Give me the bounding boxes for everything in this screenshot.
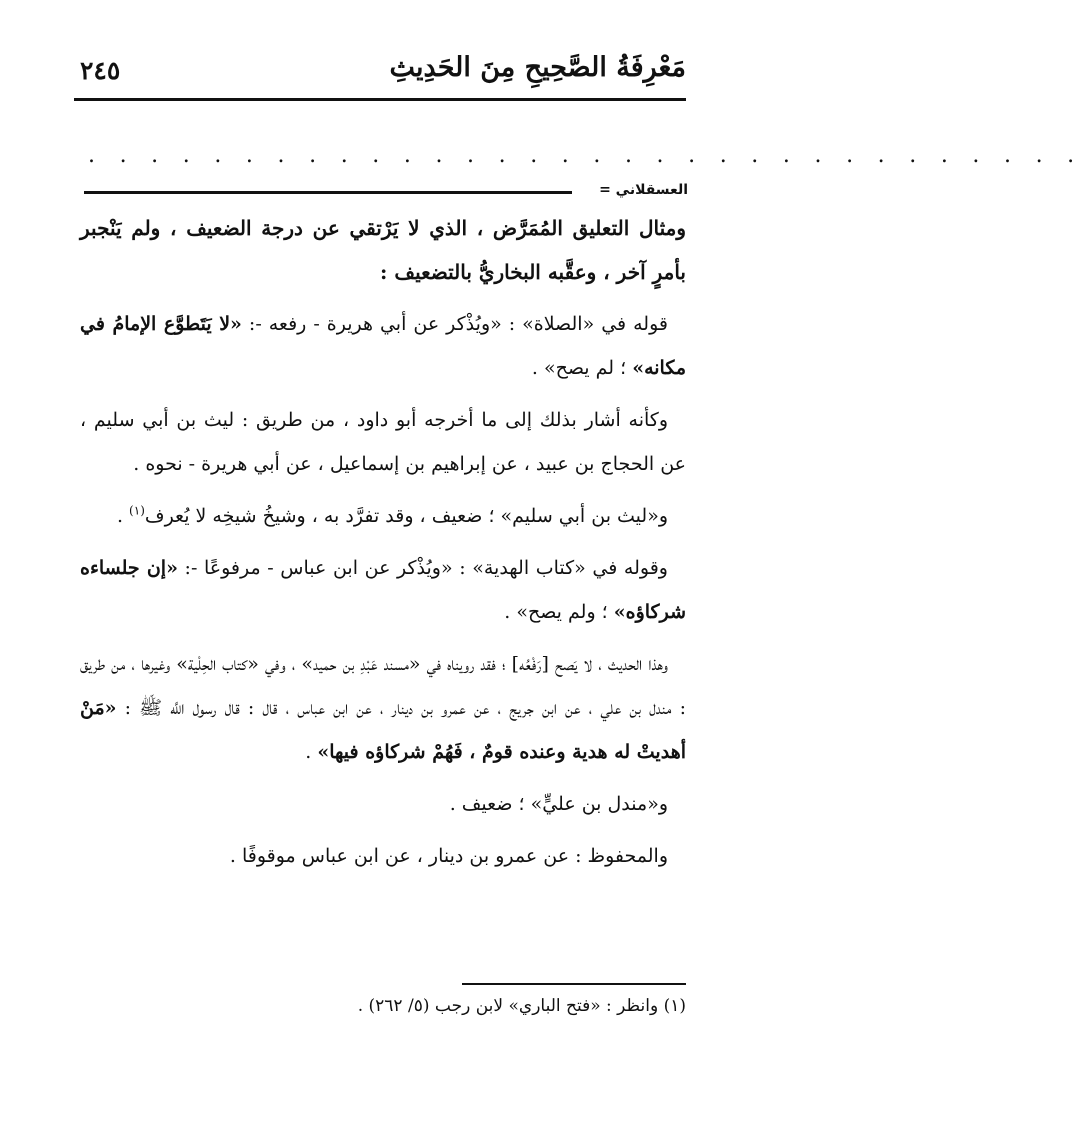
paragraph-3: وكأنه أشار بذلك إلى ما أخرجه أبو داود ، من طريق : ليث بن أبي سليم ، عن الحجاج بن عبيد ، عن إبراهيم بن إسماعيل ، عن أبي هريرة - نحوه . — [80, 409, 686, 475]
body-text — [80, 206, 686, 886]
paragraph-8: والمحفوظ : عن عمرو بن دينار ، عن ابن عباس موقوفًا . — [229, 845, 668, 867]
quoted-hadith: «إن جلساءه شركاؤه» — [80, 557, 686, 623]
paragraph-1: ومثال التعليق المُمَرَّض ، الذي لا يَرْتقي عن درجة الضعيف ، ولم يَنْجبر بأمرٍ آخر ، وعقَّبه البخاريُّ بالتضعيف : — [80, 216, 686, 284]
footnote-rule — [462, 983, 686, 985]
quoted-hadith: «لا يَتَطوَّع الإمامُ في مكانه» — [80, 313, 686, 379]
paragraph-2-tail: ؛ لم يصح» . — [531, 357, 633, 379]
paragraph-4 — [80, 494, 686, 538]
footnote: (١) وانظر : «فتح الباري» لابن رجب (٥/ ٢٦٢) . — [357, 996, 686, 1016]
paragraph-2 — [80, 302, 686, 390]
running-title: مَعْرِفَةُ الصَّحِيحِ مِنَ الحَدِيثِ — [389, 52, 686, 83]
footnote-marker: (١) — [129, 503, 145, 518]
paragraph-4-tail: . — [116, 505, 130, 527]
page-header — [74, 52, 686, 98]
page-number: ٢٤٥ — [80, 56, 121, 85]
paragraph-6-tail: . — [305, 741, 318, 763]
commentary-bar — [84, 180, 688, 206]
dot-separator: . . . . . . . . . . . . . . . . . . . . . . . . . . . . . . . . — [88, 143, 1083, 168]
commentary-label: العسقلاني = — [599, 182, 688, 198]
paragraph-6 — [80, 642, 686, 774]
paragraph-6-text: وهذا الحديث ، لا يَصح [رَفْعُه] ؛ فقد رويناه في «مسند عَبْدِ بن حميد» ، وفي «كتاب الحِلْية» وغيرها ، من طريق : مندل بن علي ، عن ابن جريج ، عن عمرو بن دينار ، عن ابن عباس ، قال : قال رسول اللَّه ﷺ : — [80, 653, 686, 719]
paragraph-5-text: وقوله في «كتاب الهدية» : «ويُذْكر عن ابن عباس - مرفوعًا -: — [177, 557, 668, 579]
paragraph-5 — [80, 546, 686, 634]
paragraph-2-text: قوله في «الصلاة» : «ويُذْكر عن أبي هريرة - رفعه -: — [241, 313, 668, 335]
header-rule — [74, 98, 686, 101]
quoted-hadith: «مَنْ أهديتْ له هدية وعنده قومٌ ، فَهُمْ شركاؤه فيها» — [80, 697, 686, 763]
commentary-rule — [84, 191, 572, 194]
paragraph-4-text: و«ليث بن أبي سليم» ؛ ضعيف ، وقد تفرَّد به ، وشيخُ شيخِه لا يُعرف — [144, 505, 668, 527]
paragraph-7: و«مندل بن عليٍّ» ؛ ضعيف . — [449, 793, 668, 815]
paragraph-5-tail: ؛ ولم يصح» . — [504, 601, 614, 623]
